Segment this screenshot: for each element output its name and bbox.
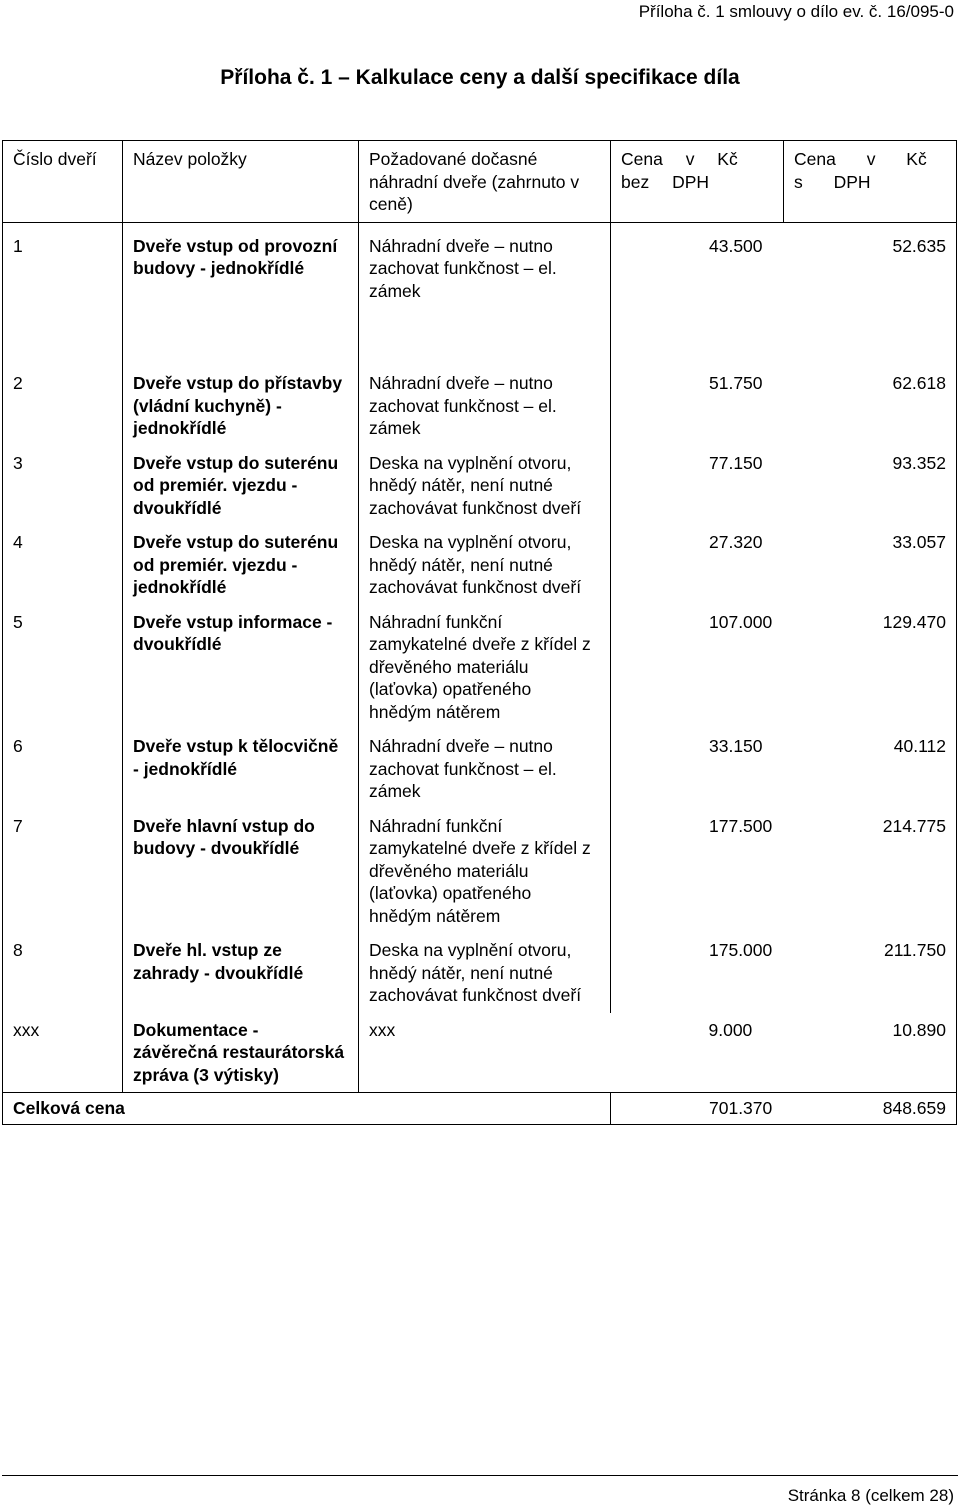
row-replacement: Náhradní dveře – nutno zachovat funkčnost – el. zámek bbox=[359, 366, 611, 446]
page-title: Příloha č. 1 – Kalkulace ceny a další specifikace díla bbox=[220, 66, 740, 89]
table-row bbox=[3, 222, 957, 366]
total-price-no-vat: 701.370 bbox=[709, 1098, 773, 1118]
row-number: 8 bbox=[3, 933, 123, 1013]
price-calculation-table bbox=[2, 140, 957, 1125]
row-prices bbox=[611, 366, 957, 446]
row-prices bbox=[611, 222, 957, 366]
row-prices bbox=[611, 1013, 957, 1093]
row-price-no-vat: 177.500 bbox=[709, 815, 773, 836]
header-price-vat: Cena v Kč s DPH bbox=[784, 141, 957, 223]
header-price-no-vat: Cena v Kč bez DPH bbox=[611, 141, 784, 223]
table-row bbox=[3, 446, 957, 526]
row-number: xxx bbox=[3, 1013, 123, 1093]
row-prices bbox=[611, 525, 957, 605]
row-number: 2 bbox=[3, 366, 123, 446]
row-price-vat: 52.635 bbox=[892, 235, 946, 256]
table-row bbox=[3, 605, 957, 730]
row-replacement: Deska na vyplnění otvoru, hnědý nátěr, není nutné zachovávat funkčnost dveří bbox=[359, 933, 611, 1013]
table-row bbox=[3, 933, 957, 1013]
page-number: Stránka 8 (celkem 28) bbox=[787, 1486, 954, 1505]
table-row bbox=[3, 809, 957, 934]
header-replacement: Požadované dočasné náhradní dveře (zahrnuto v ceně) bbox=[359, 141, 611, 223]
row-price-vat: 129.470 bbox=[882, 611, 946, 632]
table-row bbox=[3, 525, 957, 605]
table-header-row bbox=[3, 141, 957, 223]
total-price-vat: 848.659 bbox=[882, 1098, 946, 1118]
row-price-no-vat: 9.000 bbox=[708, 1019, 753, 1040]
row-item-name: Dveře hlavní vstup do budovy - dvoukřídlé bbox=[123, 809, 359, 934]
row-price-no-vat: 51.750 bbox=[709, 373, 763, 393]
row-replacement-text: xxx bbox=[369, 1019, 396, 1040]
row-price-vat: 40.112 bbox=[893, 736, 946, 756]
row-price-vat: 214.775 bbox=[882, 815, 946, 836]
row-replacement: Deska na vyplnění otvoru, hnědý nátěr, není nutné zachovávat funkčnost dveří bbox=[359, 525, 611, 605]
row-replacement bbox=[359, 1013, 611, 1093]
header-item-name: Název položky bbox=[123, 141, 359, 223]
row-number: 6 bbox=[3, 729, 123, 809]
table-row bbox=[3, 366, 957, 446]
row-item-name: Dokumentace - závěrečná restaurátorská zpráva (3 výtisky) bbox=[123, 1013, 359, 1093]
row-prices bbox=[611, 446, 957, 526]
row-number: 7 bbox=[3, 809, 123, 934]
row-price-vat: 33.057 bbox=[892, 532, 946, 552]
row-prices bbox=[611, 809, 957, 934]
table-row bbox=[3, 729, 957, 809]
row-number: 4 bbox=[3, 525, 123, 605]
row-number: 1 bbox=[3, 222, 123, 366]
row-item-name: Dveře vstup informace - dvoukřídlé bbox=[123, 605, 359, 730]
row-replacement: Náhradní dveře – nutno zachovat funkčnost – el. zámek bbox=[359, 222, 611, 366]
row-price-no-vat: 77.150 bbox=[709, 452, 763, 473]
table-row bbox=[3, 1013, 957, 1093]
row-price-vat: 62.618 bbox=[892, 373, 946, 393]
row-price-no-vat: 43.500 bbox=[709, 235, 763, 256]
row-prices bbox=[611, 729, 957, 809]
header-note: Příloha č. 1 smlouvy o dílo ev. č. 16/095-0 bbox=[638, 2, 954, 21]
row-item-name: Dveře vstup do suterénu od premiér. vjezdu - jednokřídlé bbox=[123, 525, 359, 605]
row-number: 3 bbox=[3, 446, 123, 526]
total-prices bbox=[611, 1093, 957, 1125]
row-price-vat: 10.890 bbox=[892, 1019, 946, 1040]
row-item-name: Dveře vstup k tělocvičně - jednokřídlé bbox=[123, 729, 359, 809]
total-row bbox=[3, 1093, 957, 1125]
row-item-name: Dveře hl. vstup ze zahrady - dvoukřídlé bbox=[123, 933, 359, 1013]
row-price-no-vat: 175.000 bbox=[709, 940, 773, 960]
row-replacement: Náhradní funkční zamykatelné dveře z křídel z dřevěného materiálu (laťovka) opatřeného hnědým nátěrem bbox=[359, 605, 611, 730]
row-price-vat: 93.352 bbox=[892, 452, 946, 473]
row-replacement: Náhradní funkční zamykatelné dveře z křídel z dřevěného materiálu (laťovka) opatřeného hnědým nátěrem bbox=[359, 809, 611, 934]
row-prices bbox=[611, 605, 957, 730]
row-replacement: Náhradní dveře – nutno zachovat funkčnost – el. zámek bbox=[359, 729, 611, 809]
row-price-no-vat: 107.000 bbox=[709, 611, 773, 632]
row-price-no-vat: 27.320 bbox=[709, 532, 763, 552]
row-item-name: Dveře vstup do přístavby (vládní kuchyně) - jednokřídlé bbox=[123, 366, 359, 446]
row-price-vat: 211.750 bbox=[884, 940, 946, 960]
footer-divider bbox=[2, 1475, 958, 1476]
row-prices bbox=[611, 933, 957, 1013]
row-price-no-vat: 33.150 bbox=[709, 736, 763, 756]
row-item-name: Dveře vstup od provozní budovy - jednokřídlé bbox=[123, 222, 359, 366]
row-replacement: Deska na vyplnění otvoru, hnědý nátěr, není nutné zachovávat funkčnost dveří bbox=[359, 446, 611, 526]
total-label: Celková cena bbox=[3, 1093, 611, 1125]
row-item-name: Dveře vstup do suterénu od premiér. vjezdu - dvoukřídlé bbox=[123, 446, 359, 526]
header-door-number: Číslo dveří bbox=[3, 141, 123, 223]
row-number: 5 bbox=[3, 605, 123, 730]
